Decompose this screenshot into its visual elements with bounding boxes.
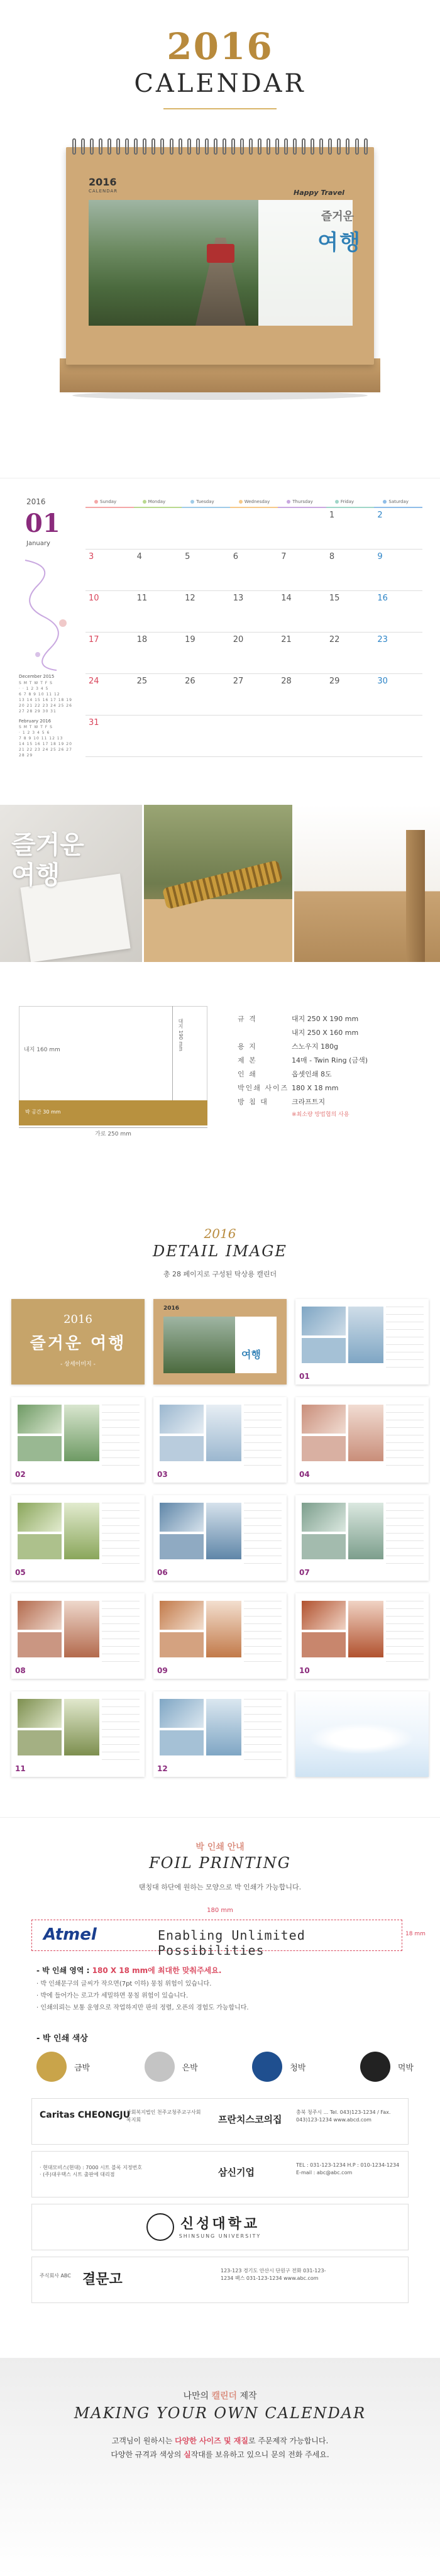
- custom-title-kr: 나만의 캘린더 제작: [183, 2391, 257, 2401]
- day-cell: 28: [278, 673, 326, 715]
- foil-sample-slogan: Enabling Unlimited Possibilities: [158, 1928, 305, 1958]
- spec-row: [238, 1095, 426, 1109]
- ring-loop: [346, 138, 349, 155]
- foil-height-label: 18 mm: [405, 1931, 426, 1937]
- ring-loop: [284, 138, 288, 155]
- custom-title-en: MAKING YOUR OWN CALENDAR: [74, 2404, 366, 2422]
- logo-sample-4-contact: 123-123 경기도 안산시 단원구 전화 031-123-1234 팩스 031-123-1234 www.abc.com: [221, 2268, 326, 2281]
- page-month-number: 03: [157, 1470, 168, 1479]
- hero-section: [0, 0, 440, 478]
- hero-title: CALENDAR: [134, 69, 306, 98]
- week-row: [85, 590, 422, 632]
- spec-list: [238, 1012, 426, 1120]
- page-calendar-lines: [102, 1503, 140, 1566]
- foil-color-name: 먹박: [397, 2063, 414, 2073]
- foil-area-head: - 박 인쇄 영역 :: [36, 1966, 92, 1975]
- page-photo: [206, 1699, 241, 1755]
- page-month-number: 11: [15, 1764, 26, 1773]
- spec-value: 옵셋인쇄 8도: [292, 1070, 332, 1078]
- page-photo: [18, 1601, 62, 1630]
- gallery-month-page: [295, 1299, 429, 1385]
- foil-color-title: - 박 인쇄 색상: [36, 2034, 88, 2043]
- foil-color-swatch: [36, 2052, 90, 2082]
- gallery-month-page: [11, 1397, 145, 1483]
- ring-loop: [81, 138, 85, 155]
- page-photo: [160, 1503, 204, 1532]
- page-calendar-lines: [386, 1405, 424, 1468]
- logo-sample-university: [31, 2204, 409, 2250]
- calendar-grid-section: [0, 478, 440, 805]
- week-row: [85, 507, 422, 549]
- gallery-month-page: [11, 1691, 145, 1777]
- page-photo: [160, 1632, 204, 1657]
- logo-sample-4-name: 결문고: [82, 2272, 123, 2287]
- day-cell: 21: [278, 632, 326, 673]
- weekday-dot-icon: [190, 500, 194, 504]
- foil-area-notes: [36, 1964, 414, 2014]
- logo-sample-samsin: [31, 2151, 409, 2197]
- photo-pages-closeup: [0, 805, 142, 962]
- weekday-header: Saturday: [374, 496, 422, 507]
- twin-ring-binding: [72, 138, 368, 155]
- logo-sample-1-contact: 충북 청주시 ... Tel. 043)123-1234 / Fax. 043)123-1234 www.abcd.com: [296, 2109, 391, 2123]
- logo-sample-4-company: 주식회사 ABC: [40, 2273, 71, 2279]
- desk-cover-title-1: 즐거운: [321, 210, 354, 223]
- day-cell: [134, 715, 182, 756]
- desk-cover-title-2: 여행: [317, 230, 361, 255]
- weekday-dot-icon: [239, 500, 243, 504]
- foil-color-swatch: [252, 2052, 305, 2082]
- spec-value: 180 X 18 mm: [292, 1084, 339, 1092]
- size-diagram: [13, 1006, 214, 1138]
- gallery-month-page: [153, 1593, 287, 1679]
- foil-color-name: 청박: [290, 2063, 306, 2073]
- page-month-number: 09: [157, 1666, 168, 1675]
- weekday-dot-icon: [383, 500, 387, 504]
- page-calendar-lines: [244, 1405, 282, 1468]
- detail-image-section: [0, 1213, 440, 1817]
- foil-description: 탠칭대 하단에 원하는 모양으로 박 인쇄가 가능합니다.: [138, 1883, 302, 1891]
- cover-front-year: 2016: [163, 1305, 180, 1312]
- page-calendar-lines: [102, 1601, 140, 1664]
- page-calendar-lines: [386, 1503, 424, 1566]
- foil-note-item: · 인쇄의뢰는 보통 운영으로 작업하지만 판의 정렬, 오픈의 경험도 가능합니다.: [36, 2004, 249, 2011]
- page-month-number: 01: [299, 1372, 310, 1381]
- ring-loop: [90, 138, 94, 155]
- spec-row: [238, 1054, 426, 1068]
- day-cell: 7: [278, 549, 326, 590]
- gallery-month-page: [153, 1691, 287, 1777]
- desk-cover-brand: Happy Travel: [294, 189, 344, 197]
- page-photo: [206, 1405, 241, 1461]
- ring-loop: [258, 138, 261, 155]
- day-cell: 24: [85, 673, 134, 715]
- page-photo: [302, 1534, 346, 1559]
- diagram-height-line: [172, 1006, 173, 1100]
- logo-sample-1-brand: Caritas CHEONGJU: [40, 2110, 131, 2120]
- spec-row: [238, 1068, 426, 1081]
- foil-sample-area: [31, 1920, 402, 1958]
- page-photo: [18, 1632, 62, 1657]
- ring-loop: [231, 138, 235, 155]
- cover-year: 2016: [63, 1313, 92, 1326]
- gallery-month-page: [295, 1593, 429, 1679]
- page-photo: [348, 1601, 383, 1657]
- detail-photos-section: [0, 805, 440, 962]
- photo-ring-closeup: [144, 805, 292, 962]
- gallery-month-page: [295, 1397, 429, 1483]
- page-photo: [160, 1601, 204, 1630]
- ring-loop: [125, 138, 129, 155]
- mini-calendars: December 2015 S M T W T F S · · 1 2 3 4 5 6 7 8 9 10 11 12 13 14 15 16 17 18 19 20 21 22 23 24 25 26 27 28 29 30 31 February 2016 S M T W T F S · 1 2 3 4 5 6 7 8 9 10 11 12 13 14 15 16 17 18 19 20 21 22 23 24 25 26 27 28 29: [19, 673, 82, 758]
- page-month-number: 10: [299, 1666, 310, 1675]
- day-cell: [134, 507, 182, 549]
- day-cell: 13: [230, 590, 278, 632]
- desk-cover-photo: [89, 200, 353, 326]
- kraft-board: [144, 899, 292, 962]
- page-month-number: 04: [299, 1470, 310, 1479]
- diagram-foil-band-label: 박 공간 30 mm: [25, 1109, 61, 1115]
- logo-sample-3-name: 신성대학교: [180, 2216, 260, 2232]
- foil-title-en: FOIL PRINTING: [149, 1854, 291, 1872]
- day-cell: 23: [374, 632, 422, 673]
- week-row: [85, 715, 422, 756]
- logo-sample-bookstore: [31, 2257, 409, 2303]
- page-photo: [206, 1601, 241, 1657]
- logo-sample-1-name: 프란치스코의집: [218, 2114, 282, 2125]
- logo-sample-3-sub: SHINSUNG UNIVERSITY: [179, 2233, 261, 2239]
- spec-key: 용 지: [238, 1042, 257, 1051]
- gallery-subtitle: 총 28 페이지로 구성된 탁상용 캘린더: [163, 1270, 277, 1278]
- hero-year: 2016: [167, 25, 273, 68]
- day-cell: [278, 715, 326, 756]
- page-photo: [18, 1534, 62, 1559]
- ring-loop: [240, 138, 244, 155]
- page-photo: [160, 1534, 204, 1559]
- decorative-line-illustration: [19, 554, 82, 673]
- foil-color-swatch: [360, 2052, 414, 2082]
- gallery-title: DETAIL IMAGE: [153, 1242, 287, 1260]
- color-dot-icon: [36, 2052, 67, 2082]
- weekday-header: Friday: [326, 496, 375, 507]
- gallery-month-page: [295, 1495, 429, 1581]
- day-cell: [374, 715, 422, 756]
- day-cell: 4: [134, 549, 182, 590]
- page-calendar-lines: [244, 1503, 282, 1566]
- calendar-year: 2016: [26, 497, 46, 506]
- day-cell: 5: [182, 549, 230, 590]
- page-month-number: 08: [15, 1666, 26, 1675]
- logo-sample-2-name: 삼신기업: [218, 2167, 255, 2178]
- foil-title-kr: 박 인쇄 안내: [195, 1842, 245, 1852]
- day-cell: 27: [230, 673, 278, 715]
- desk-cover-year: 2016: [89, 176, 117, 188]
- logo-sample-francisco: [31, 2098, 409, 2145]
- day-cell: 11: [134, 590, 182, 632]
- day-cell: 16: [374, 590, 422, 632]
- gallery-month-page: [153, 1495, 287, 1581]
- page-month-number: 12: [157, 1764, 168, 1773]
- kraft-edge: [406, 830, 425, 962]
- gallery-month-page: [11, 1495, 145, 1581]
- page-photo: [206, 1503, 241, 1559]
- day-cell: 2: [374, 507, 422, 549]
- foil-note-item: · 박에 들어가는 로고가 세밀하면 뭉침 위험이 있습니다.: [36, 1992, 189, 1999]
- diagram-width-line: [19, 1127, 207, 1128]
- photo-title-text: 즐거운 여행: [11, 831, 84, 890]
- foil-color-name: 은박: [182, 2063, 198, 2073]
- page-photo: [302, 1503, 346, 1532]
- ring-loop: [355, 138, 359, 155]
- foil-printing-section: [0, 1817, 440, 2358]
- hero-divider: [163, 108, 277, 109]
- day-cell: [85, 507, 134, 549]
- logo-sample-2-contact: TEL : 031-123-1234 H.P : 010-1234-1234 E-mail : abc@abc.com: [296, 2162, 400, 2175]
- spec-row: [238, 1081, 426, 1095]
- page-photo: [302, 1338, 346, 1363]
- ring-loop: [134, 138, 138, 155]
- foil-note-item: · 박 인쇄문구의 글씨가 작으면(7pt 이하) 뭉침 위험이 있습니다.: [36, 1980, 212, 1987]
- page-photo: [18, 1503, 62, 1532]
- ring-loop: [293, 138, 297, 155]
- page-photo: [302, 1632, 346, 1657]
- foil-color-name: 금박: [74, 2063, 91, 2073]
- color-dot-icon: [360, 2052, 390, 2082]
- gallery-month-page: [11, 1593, 145, 1679]
- ring-loop: [214, 138, 217, 155]
- cover-front-panel: [235, 1317, 277, 1373]
- page-photo: [348, 1307, 383, 1363]
- weekday-header: Wednesday: [230, 496, 278, 507]
- spec-key: 제 본: [238, 1056, 257, 1064]
- spec-value: 14매 - Twin Ring (금색): [292, 1056, 368, 1064]
- ring-loop: [196, 138, 200, 155]
- weekday-header: Thursday: [278, 496, 326, 507]
- ring-loop: [275, 138, 279, 155]
- page-photo: [302, 1307, 346, 1335]
- day-cell: 30: [374, 673, 422, 715]
- spec-key: [238, 1026, 292, 1040]
- weekday-header: Sunday: [85, 496, 134, 507]
- day-cell: 29: [326, 673, 375, 715]
- color-dot-icon: [252, 2052, 282, 2082]
- page-calendar-lines: [102, 1405, 140, 1468]
- page-calendar-lines: [386, 1307, 424, 1369]
- spec-row: [238, 1040, 426, 1054]
- ring-loop: [160, 138, 164, 155]
- ring-loop: [116, 138, 120, 155]
- spec-value: 크라프트지: [292, 1098, 326, 1106]
- specification-section: [0, 962, 440, 1213]
- week-row: [85, 632, 422, 673]
- ring-loop: [319, 138, 323, 155]
- page-photo: [18, 1730, 62, 1755]
- gallery-cover-front: [153, 1299, 287, 1385]
- cover-subtitle: - 상세이미지 -: [60, 1361, 96, 1368]
- weekday-dot-icon: [94, 500, 98, 504]
- day-cell: [326, 715, 375, 756]
- day-cell: 9: [374, 549, 422, 590]
- color-dot-icon: [145, 2052, 175, 2082]
- weekday-header: Tuesday: [182, 496, 230, 507]
- day-cell: 3: [85, 549, 134, 590]
- spec-row: [238, 1026, 426, 1040]
- cloud-icon: [308, 1723, 415, 1754]
- ring-loop: [328, 138, 332, 155]
- page-photo: [348, 1405, 383, 1461]
- day-cell: 10: [85, 590, 134, 632]
- foil-area-size: 180 X 18 mm에 최대한 맞춰주세요.: [92, 1966, 222, 1975]
- page-photo: [64, 1699, 99, 1755]
- page-month-number: 07: [299, 1568, 310, 1577]
- day-cell: 26: [182, 673, 230, 715]
- spec-value: 내지 250 X 160 mm: [292, 1029, 359, 1037]
- day-cell: [278, 507, 326, 549]
- ring-loop: [107, 138, 111, 155]
- day-cell: 19: [182, 632, 230, 673]
- logo-sample-2-notes: · 현대모비스(현대) : 7000 시트 블록 지정번호 · (주)대우택스 시트 출판에 대리점: [40, 2165, 143, 2177]
- day-cell: 17: [85, 632, 134, 673]
- foil-width-label: 180 mm: [207, 1907, 233, 1914]
- spec-key: 박인쇄 사이즈: [238, 1084, 289, 1092]
- week-row: [85, 673, 422, 715]
- spec-row: [238, 1012, 426, 1026]
- spec-key: 인 쇄: [238, 1070, 257, 1078]
- cover-front-title: 여행: [241, 1349, 261, 1361]
- foil-logo-samples: [31, 2098, 409, 2309]
- page-photo: [160, 1699, 204, 1728]
- day-cell: 8: [326, 549, 375, 590]
- foil-color-swatch: [145, 2052, 198, 2082]
- page-photo: [348, 1503, 383, 1559]
- photo-kraft-edge: [294, 805, 440, 962]
- spec-note: ※최소량 방법협의 사용: [292, 1112, 349, 1118]
- page-photo: [160, 1730, 204, 1755]
- foil-sample-logo: Atmel: [43, 1925, 97, 1944]
- page-photo: [64, 1405, 99, 1461]
- page-calendar-lines: [102, 1699, 140, 1762]
- page-photo: [160, 1405, 204, 1434]
- gallery-cover-title: [11, 1299, 145, 1385]
- red-train: [207, 244, 234, 263]
- page-month-number: 05: [15, 1568, 26, 1577]
- day-cell: 12: [182, 590, 230, 632]
- day-cell: 18: [134, 632, 182, 673]
- day-cell: 31: [85, 715, 134, 756]
- page-photo: [302, 1405, 346, 1434]
- desk-shadow: [72, 391, 368, 400]
- diagram-board-height-label: 대지 190 mm: [178, 1019, 184, 1051]
- ring-loop: [267, 138, 270, 155]
- desk-calendar-image: [60, 138, 380, 402]
- weekday-dot-icon: [287, 500, 290, 504]
- foil-color-swatches: [36, 2052, 414, 2082]
- cover-title: 즐거운 여행: [30, 1334, 126, 1353]
- ring-loop: [311, 138, 314, 155]
- page-photo: [18, 1405, 62, 1434]
- day-cell: 1: [326, 507, 375, 549]
- day-cell: 6: [230, 549, 278, 590]
- gallery-grid: [11, 1299, 429, 1777]
- diagram-width-label: 가로 250 mm: [95, 1131, 131, 1137]
- weekday-header: Monday: [134, 496, 182, 507]
- custom-order-section: [0, 2358, 440, 2576]
- gallery-year: 2016: [204, 1226, 236, 1241]
- ring-loop: [302, 138, 305, 155]
- calendar-month-name: January: [26, 540, 50, 547]
- spec-value: 스노우지 180g: [292, 1042, 338, 1051]
- page-month-number: 02: [15, 1470, 26, 1479]
- weekday-dot-icon: [335, 500, 339, 504]
- spec-key: 방 침 대: [238, 1098, 268, 1106]
- spec-key: 규 격: [238, 1015, 257, 1023]
- calendar-page-preview: [13, 491, 427, 787]
- page-photo: [302, 1601, 346, 1630]
- ring-loop: [179, 138, 182, 155]
- page-photo: [160, 1436, 204, 1461]
- ring-loop: [187, 138, 191, 155]
- mini-calendar-dec-title: December 2015: [19, 674, 55, 679]
- diagram-inner-height-label: 내지 160 mm: [24, 1047, 60, 1053]
- day-cell: 14: [278, 590, 326, 632]
- day-cell: 22: [326, 632, 375, 673]
- ring-loop: [151, 138, 155, 155]
- month-grid-table: [85, 496, 422, 757]
- day-cell: [230, 507, 278, 549]
- day-cell: 20: [230, 632, 278, 673]
- page-month-number: 06: [157, 1568, 168, 1577]
- ring-loop: [205, 138, 209, 155]
- spec-value: 대지 250 X 190 mm: [292, 1015, 359, 1023]
- logo-sample-1-org: 사회복지법인 천주교청주교구사회복지회: [126, 2109, 201, 2123]
- page-calendar-lines: [244, 1699, 282, 1762]
- ring-loop: [337, 138, 341, 155]
- calendar-month-number: 01: [25, 509, 60, 538]
- week-row: [85, 549, 422, 590]
- page-photo: [18, 1436, 62, 1461]
- page-calendar-lines: [386, 1601, 424, 1664]
- page-photo: [64, 1601, 99, 1657]
- ring-loop: [249, 138, 253, 155]
- desk-cover-sub: CALENDAR: [89, 189, 118, 194]
- day-cell: 15: [326, 590, 375, 632]
- day-cell: [230, 715, 278, 756]
- page-calendar-lines: [244, 1601, 282, 1664]
- page-photo: [64, 1503, 99, 1559]
- ring-loop: [170, 138, 173, 155]
- gallery-month-page: [153, 1397, 287, 1483]
- day-cell: 25: [134, 673, 182, 715]
- ring-loop: [72, 138, 76, 155]
- page-photo: [302, 1436, 346, 1461]
- ring-loop: [223, 138, 226, 155]
- day-cell: [182, 715, 230, 756]
- custom-description: 고객님이 원하시는 다양한 사이즈 및 재질로 주문제작 가능합니다. 다양한 규격과 색상의 실작대를 보유하고 있으니 문의 전화 주세요.: [111, 2436, 329, 2459]
- weekday-dot-icon: [143, 500, 146, 504]
- mini-calendar-feb-title: February 2016: [19, 718, 52, 724]
- ring-loop: [99, 138, 102, 155]
- page-photo: [18, 1699, 62, 1728]
- ring-loop: [364, 138, 368, 155]
- gallery-back-page: [295, 1691, 429, 1777]
- day-cell: [182, 507, 230, 549]
- ring-loop: [143, 138, 146, 155]
